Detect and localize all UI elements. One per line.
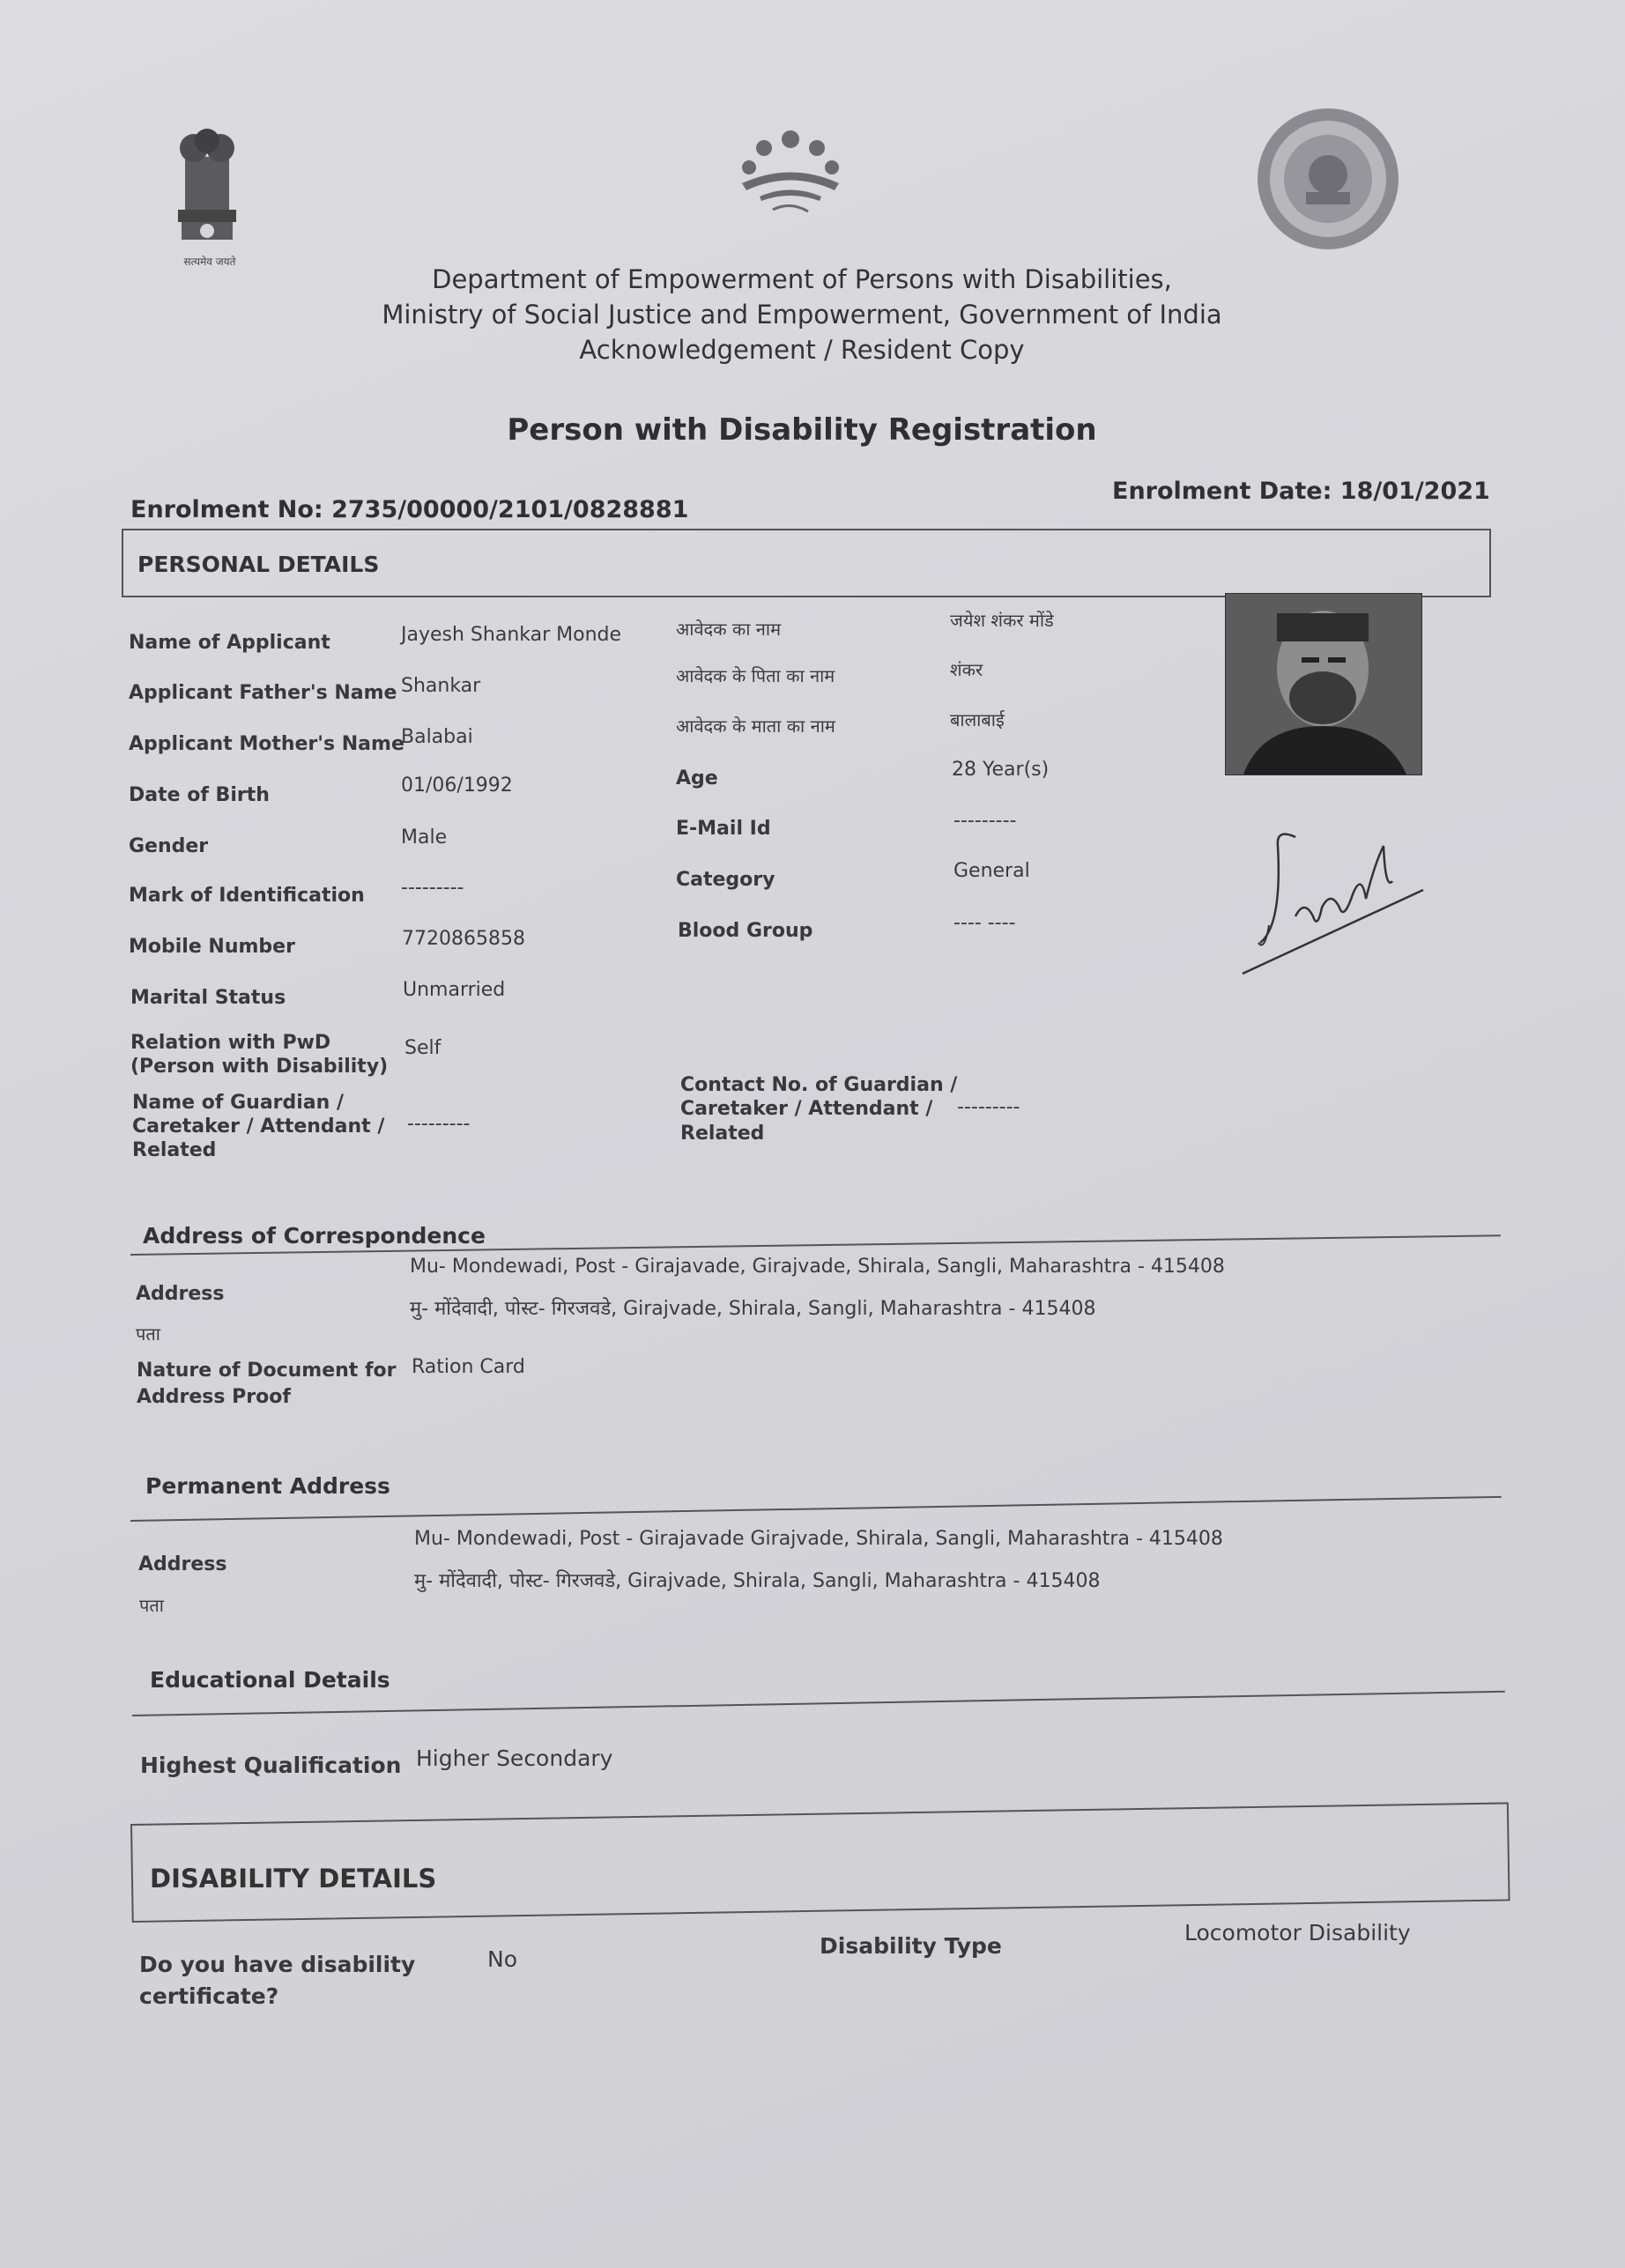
contact-label-1: Contact No. of Guardian /	[680, 1074, 958, 1096]
mark-of-identification-value: ---------	[401, 877, 464, 899]
marital-status-label: Marital Status	[130, 987, 286, 1009]
contact-label-3: Related	[680, 1123, 765, 1145]
name-value: Jayesh Shankar Monde	[401, 624, 622, 646]
educational-details-rule	[132, 1691, 1505, 1716]
qualification-value: Higher Secondary	[416, 1745, 613, 1771]
contact-value: ---------	[957, 1096, 1020, 1118]
header-line-copy: Acknowledgement / Resident Copy	[579, 335, 1025, 365]
father-name-label: Applicant Father's Name	[129, 682, 397, 704]
relation-label-2: (Person with Disability)	[130, 1056, 389, 1078]
disability-type-value: Locomotor Disability	[1184, 1920, 1411, 1946]
permanent-address-title: Permanent Address	[145, 1473, 390, 1499]
certificate-value: No	[487, 1946, 517, 1972]
category-value: General	[953, 860, 1030, 882]
mother-name-label: Applicant Mother's Name	[129, 733, 404, 755]
relation-value: Self	[404, 1037, 441, 1059]
permanent-address-hindi-value: मु- मोंदेवादी, पोस्ट- गिरजवडे, Girajvade, Shirala, Sangli, Maharashtra - 415408	[414, 1570, 1101, 1592]
enrolment-date: Enrolment Date: 18/01/2021	[1112, 478, 1490, 505]
educational-details-title: Educational Details	[150, 1667, 390, 1693]
emblem-caption: सत्यमेव जयते	[183, 256, 236, 268]
mark-of-identification-label: Mark of Identification	[129, 885, 365, 907]
address-proof-value: Ration Card	[412, 1356, 525, 1378]
contact-label-2: Caretaker / Attendant /	[680, 1098, 933, 1120]
mother-name-value: Balabai	[401, 726, 473, 748]
mobile-value: 7720865858	[402, 928, 525, 950]
mobile-label: Mobile Number	[129, 936, 295, 958]
permanent-address-label: Address	[138, 1553, 227, 1575]
permanent-address-hindi-label: पता	[139, 1595, 164, 1616]
header-line-department: Department of Empowerment of Persons with Disabilities,	[432, 264, 1172, 294]
blood-group-value: ---- ----	[953, 912, 1016, 934]
father-name-hindi-label: आवेदक के पिता का नाम	[676, 665, 835, 686]
correspondence-address-label: Address	[136, 1283, 225, 1305]
national-emblem-logo	[159, 122, 256, 263]
correspondence-address-hindi-value: मु- मोंदेवादी, पोस्ट- गिरजवडे, Girajvade, Shirala, Sangli, Maharashtra - 415408	[410, 1298, 1096, 1320]
enrolment-number: Enrolment No: 2735/00000/2101/0828881	[130, 496, 689, 523]
applicant-photo	[1225, 593, 1422, 775]
mother-name-hindi-label: आवेदक के माता का नाम	[676, 715, 835, 737]
disability-details-title: DISABILITY DETAILS	[150, 1864, 437, 1894]
certificate-question-label-2: certificate?	[139, 1983, 279, 2009]
age-label: Age	[676, 767, 718, 789]
mother-name-hindi-value: बालाबाई	[950, 709, 1005, 730]
maharashtra-seal-logo	[1253, 104, 1403, 254]
name-label: Name of Applicant	[129, 632, 330, 654]
guardian-label-2: Caretaker / Attendant /	[132, 1115, 385, 1138]
correspondence-address-value: Mu- Mondewadi, Post - Girajavade, Girajvade, Shirala, Sangli, Maharashtra - 415408	[410, 1256, 1225, 1278]
category-label: Category	[676, 869, 775, 891]
address-proof-label-1: Nature of Document for	[137, 1360, 397, 1382]
name-hindi-value: जयेश शंकर मोंडे	[950, 610, 1054, 631]
disability-type-label: Disability Type	[820, 1933, 1002, 1959]
email-value: ---------	[953, 810, 1017, 832]
permanent-address-rule	[130, 1496, 1502, 1522]
gender-value: Male	[401, 826, 448, 849]
father-name-value: Shankar	[401, 675, 481, 697]
dob-label: Date of Birth	[129, 784, 270, 806]
father-name-hindi-value: शंकर	[950, 659, 983, 680]
marital-status-value: Unmarried	[403, 979, 506, 1001]
guardian-label-3: Related	[132, 1139, 217, 1161]
permanent-address-value: Mu- Mondewadi, Post - Girajavade Girajvade, Shirala, Sangli, Maharashtra - 415408	[414, 1528, 1223, 1550]
guardian-label-1: Name of Guardian /	[132, 1092, 345, 1114]
blood-group-label: Blood Group	[678, 920, 813, 942]
divyangjan-logo	[724, 113, 857, 232]
correspondence-address-hindi-label: पता	[136, 1323, 160, 1345]
address-proof-label-2: Address Proof	[137, 1386, 291, 1408]
page-title: Person with Disability Registration	[507, 412, 1097, 448]
personal-details-title: PERSONAL DETAILS	[137, 552, 380, 577]
guardian-value: ---------	[407, 1113, 471, 1135]
dob-value: 01/06/1992	[401, 775, 513, 797]
applicant-signature	[1234, 811, 1436, 978]
qualification-label: Highest Qualification	[140, 1753, 402, 1778]
header-line-ministry: Ministry of Social Justice and Empowerment, Government of India	[382, 300, 1222, 330]
age-value: 28 Year(s)	[952, 759, 1050, 781]
relation-label-1: Relation with PwD	[130, 1032, 331, 1054]
email-label: E-Mail Id	[676, 818, 771, 840]
certificate-question-label-1: Do you have disability	[139, 1952, 416, 1977]
disability-details-header-box	[130, 1802, 1510, 1923]
name-hindi-label: आवेदक का नाम	[676, 619, 782, 640]
gender-label: Gender	[129, 835, 209, 857]
correspondence-title: Address of Correspondence	[143, 1223, 486, 1249]
